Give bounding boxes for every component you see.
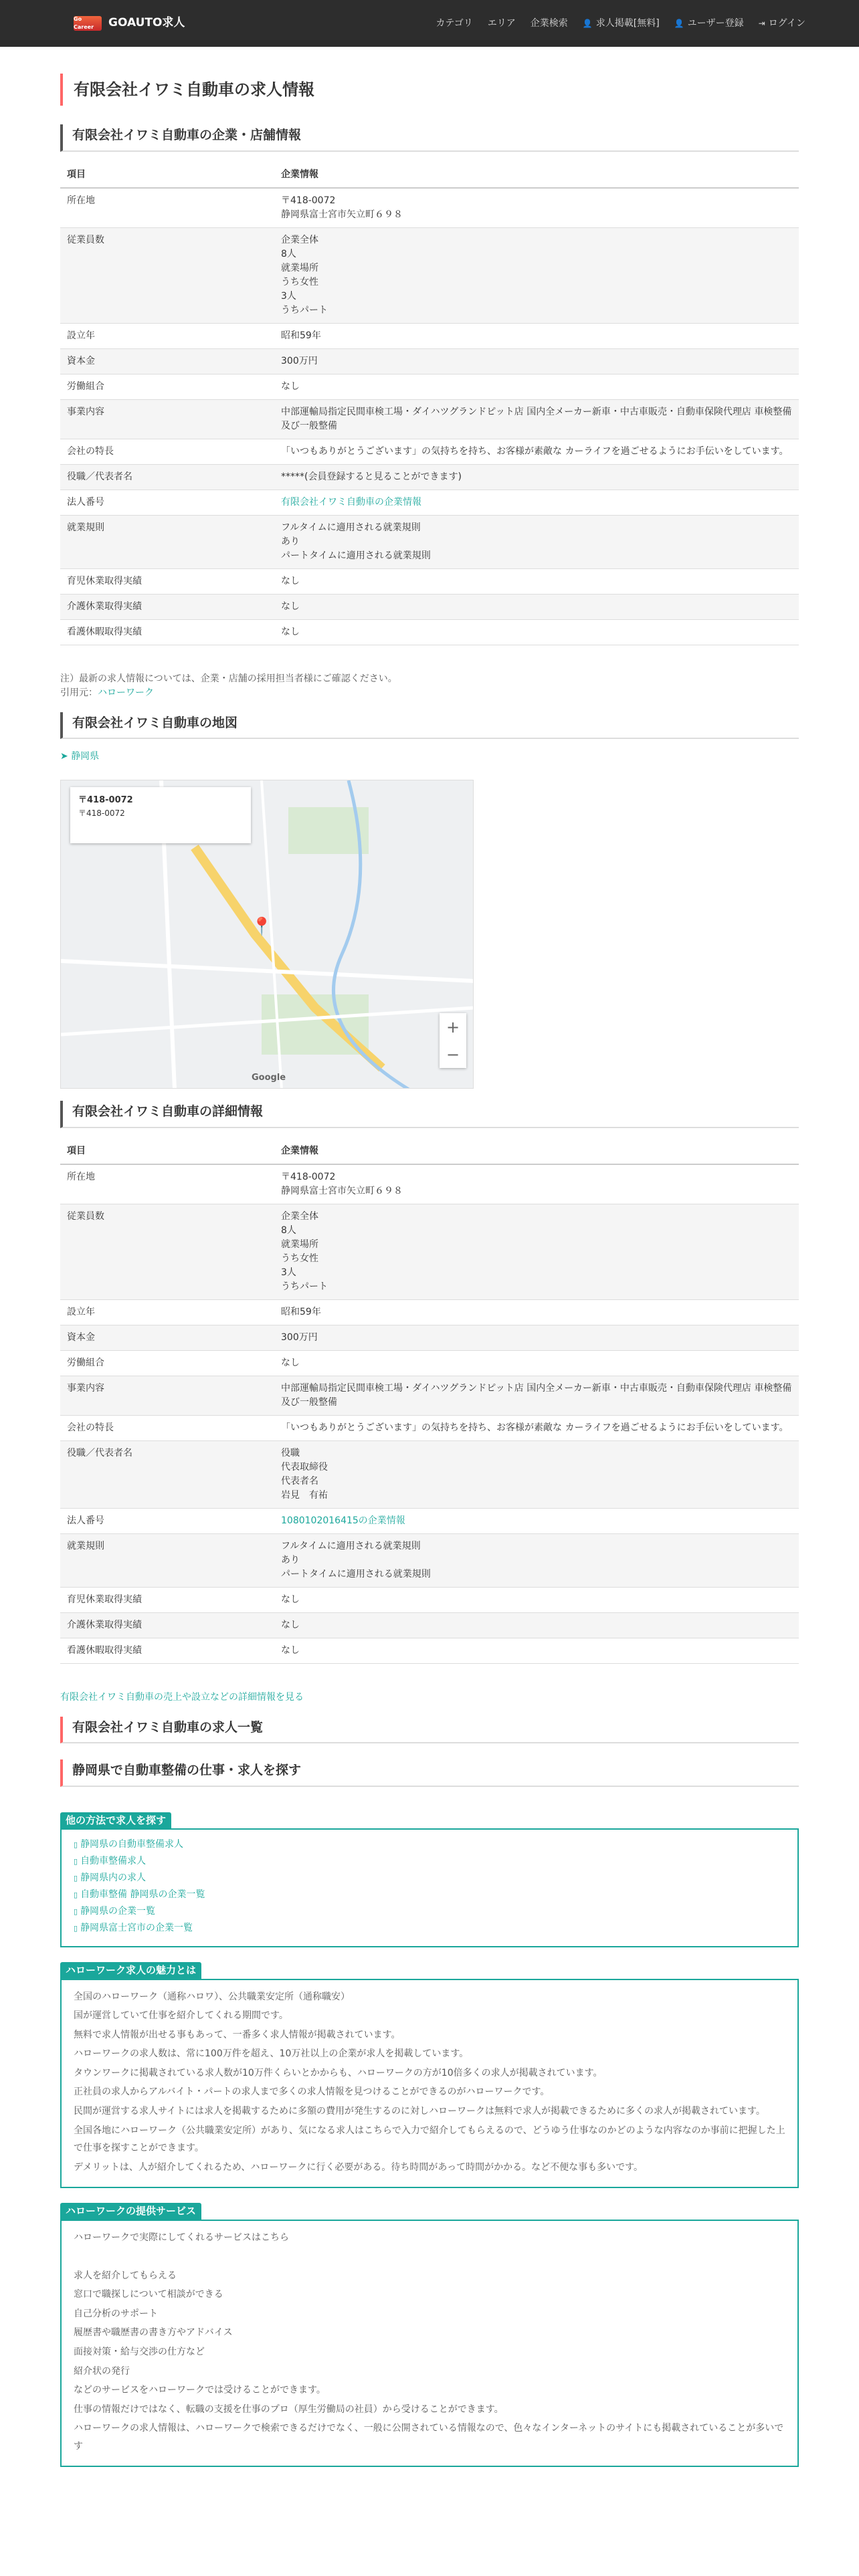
list-item	[74, 1870, 785, 1887]
table-header-row	[60, 1139, 799, 1164]
table-row	[60, 1508, 799, 1533]
row-key: 看護休暇取得実績	[60, 1638, 274, 1663]
row-value: なし	[274, 1350, 799, 1376]
row-key: 会社の特長	[60, 1415, 274, 1440]
table-row	[60, 188, 799, 228]
row-key: 設立年	[60, 323, 274, 348]
search-method-link[interactable]: 静岡県の企業一覧	[80, 1906, 156, 1917]
row-value: *****(会員登録すると見ることができます)	[274, 464, 799, 490]
jobs-list-title: 有限会社イワミ自動車の求人一覧	[60, 1717, 799, 1744]
row-key: 資本金	[60, 348, 274, 374]
source-link[interactable]: ハローワーク	[98, 687, 154, 698]
row-value: なし	[274, 1612, 799, 1638]
table-row	[60, 619, 799, 645]
row-value: 300万円	[274, 1325, 799, 1350]
text-line: 正社員の求人からアルバイト・パートの求人まで多くの求人情報を見つけることができるのがハローワークです。	[74, 2086, 550, 2098]
row-value: なし	[274, 1587, 799, 1612]
col-header-item: 項目	[60, 163, 274, 188]
row-key: 役職／代表者名	[60, 464, 274, 490]
row-key: 就業規則	[60, 1533, 274, 1587]
row-key: 介護休業取得実績	[60, 594, 274, 619]
col-header-item: 項目	[60, 1139, 274, 1164]
row-value: 〒418-0072 静岡県富士宮市矢立町６９８	[274, 1164, 799, 1204]
row-key: 役職／代表者名	[60, 1440, 274, 1508]
google-logo: Google	[252, 1072, 286, 1083]
nav-post-job[interactable]: 👤 求人掲載[無料]	[582, 17, 660, 29]
row-value: 「いつもありがとうございます」の気持ちを持ち、お客様が素敵な カーライフを過ごせるようにお手伝いをしています。	[274, 439, 799, 464]
zoom-out-button[interactable]: −	[446, 1045, 460, 1064]
list-item	[74, 1903, 785, 1920]
table-row	[60, 1299, 799, 1325]
text-line	[74, 2248, 785, 2266]
table-row	[60, 1415, 799, 1440]
list-item	[74, 1920, 785, 1937]
row-key: 介護休業取得実績	[60, 1612, 274, 1638]
table-row	[60, 464, 799, 490]
main-nav	[436, 17, 805, 31]
text-line: 無料で求人情報が出せる事もあって、一番多く求人情報が掲載されています。	[74, 2029, 401, 2040]
table-header-row	[60, 163, 799, 188]
row-key: 法人番号	[60, 1508, 274, 1533]
hellowork-services-label: ハローワークの提供サービス	[60, 2203, 201, 2220]
login-icon: ⇥	[758, 19, 765, 28]
search-jobs-title: 静岡県で自動車整備の仕事・求人を探す	[60, 1759, 799, 1787]
text-line: 全国のハローワーク（通称ハロワ）、公共職業安定所（通称職安）	[74, 1991, 350, 2002]
nav-area[interactable]: エリア	[487, 17, 516, 29]
search-method-link[interactable]: 自動車整備 静岡県の企業一覧	[80, 1889, 205, 1900]
row-key: 所在地	[60, 1164, 274, 1204]
row-value: 企業全体 8人 就業場所 うち女性 3人 うちパート	[274, 1204, 799, 1299]
col-header-info: 企業情報	[274, 163, 799, 188]
table-row	[60, 439, 799, 464]
hellowork-services-body	[60, 2220, 799, 2468]
list-item	[74, 1836, 785, 1853]
table-row	[60, 1440, 799, 1508]
corporate-info-link[interactable]: 1080102016415の企業情報	[281, 1515, 405, 1526]
table-row	[60, 1376, 799, 1415]
user-icon: 👤	[582, 19, 593, 28]
row-value: なし	[274, 619, 799, 645]
source-line	[60, 686, 799, 700]
text-line: 自己分析のサポート	[74, 2308, 158, 2319]
search-method-link[interactable]: 静岡県内の求人	[80, 1872, 147, 1883]
nav-register[interactable]: 👤 ユーザー登録	[674, 17, 744, 29]
text-line: ハローワークで実際にしてくれるサービスはこちら	[74, 2232, 289, 2243]
map-zoom-control	[440, 1013, 466, 1068]
search-method-link[interactable]: 静岡県富士宮市の企業一覧	[80, 1923, 193, 1933]
row-value: なし	[274, 1638, 799, 1663]
text-line: 面接対策・給与交渉の仕方など	[74, 2346, 205, 2357]
table-row	[60, 1533, 799, 1587]
infobox-subtitle: 〒418-0072	[78, 808, 125, 818]
nav-category[interactable]: カテゴリ	[436, 17, 473, 29]
text-line: ハローワークの求人数は、常に100万件を超え、10万社以上の企業が求人を掲載しています。	[74, 2048, 469, 2060]
text-line: 求人を紹介してもらえる	[74, 2270, 177, 2281]
row-key: 労働組合	[60, 374, 274, 399]
text-line: 仕事の情報だけではなく、転職の支援を仕事のプロ（厚生労働局の社員）から受けることができます。	[74, 2403, 504, 2415]
text-line: 民間が運営する求人サイトには求人を掲載するために多額の費用が発生するのに対しハローワークは無料で求人が掲載できるために多くの求人が掲載されています。	[74, 2106, 765, 2117]
text-line: 窓口で職探しについて相談ができる	[74, 2289, 223, 2300]
table-row	[60, 1638, 799, 1663]
list-item	[74, 1853, 785, 1870]
logo-icon: Go Career	[74, 16, 102, 31]
text-line: 全国各地にハローワーク（公共職業安定所）があり、気になる求人はこちらで入力で紹介してもらえるので、どうゆう仕事なのかどのような内容なのか事前に把握した上で仕事を探すことができます。	[74, 2125, 785, 2154]
table-row	[60, 399, 799, 439]
row-key: 事業内容	[60, 1376, 274, 1415]
more-details-link[interactable]: 有限会社イワミ自動車の売上や設立などの詳細情報を見る	[60, 1691, 304, 1703]
detail-info-table	[60, 1139, 799, 1664]
row-value: なし	[274, 374, 799, 399]
col-header-info: 企業情報	[274, 1139, 799, 1164]
page-title: 有限会社イワミ自動車の求人情報	[60, 74, 799, 106]
row-value: 中部運輸局指定民間車検工場・ダイハツグランドピット店 国内全メーカー新車・中古車販売・自動車保険代理店 車検整備及び一般整備	[274, 399, 799, 439]
row-key: 所在地	[60, 188, 274, 228]
text-line: 国が運営していて仕事を紹介してくれる期間です。	[74, 2010, 288, 2022]
user-icon: 👤	[674, 19, 684, 28]
table-row	[60, 568, 799, 594]
row-key: 会社の特長	[60, 439, 274, 464]
table-row	[60, 1325, 799, 1350]
text-line: デメリットは、人が紹介してくれるため、ハローワークに行く必要がある。待ち時間があって時間がかかる。など不便な事も多いです。	[74, 2161, 644, 2173]
table-row	[60, 1164, 799, 1204]
row-value: なし	[274, 594, 799, 619]
row-value: なし	[274, 568, 799, 594]
row-key: 看護休暇取得実績	[60, 619, 274, 645]
infobox-title: 〒418-0072	[78, 795, 133, 805]
corporate-info-link[interactable]: 有限会社イワミ自動車の企業情報	[281, 496, 421, 508]
google-map[interactable]	[60, 780, 474, 1089]
zoom-in-button[interactable]: +	[446, 1017, 460, 1037]
row-key: 就業規則	[60, 515, 274, 568]
table-row	[60, 490, 799, 515]
row-value: 企業全体 8人 就業場所 うち女性 3人 うちパート	[274, 227, 799, 323]
main-content	[60, 47, 799, 2467]
text-line: 紹介状の発行	[74, 2365, 130, 2377]
row-value: フルタイムに適用される就業規則 あり パートタイムに適用される就業規則	[274, 515, 799, 568]
search-method-link[interactable]: 静岡県の自動車整備求人	[80, 1839, 184, 1850]
row-value: フルタイムに適用される就業規則 あり パートタイムに適用される就業規則	[274, 1533, 799, 1587]
map-infobox	[70, 787, 251, 843]
map-pin-icon[interactable]: 📍	[251, 917, 273, 937]
text-line: タウンワークに掲載されている求人数が10万件くらいとかからも、ハローワークの方が10倍多くの求人が掲載されています。	[74, 2067, 603, 2078]
row-value	[274, 490, 799, 515]
row-key: 従業員数	[60, 1204, 274, 1299]
hellowork-appeal-body	[60, 1979, 799, 2189]
row-value: 300万円	[274, 348, 799, 374]
table-row	[60, 1350, 799, 1376]
location-arrow-icon: ➤	[60, 751, 72, 762]
row-value: 役職 代表取締役 代表者名 岩見 有祐	[274, 1440, 799, 1508]
map-section-title: 有限会社イワミ自動車の地図	[60, 712, 799, 740]
other-methods-list	[74, 1836, 785, 1937]
row-key: 育児休業取得実績	[60, 568, 274, 594]
table-row	[60, 323, 799, 348]
other-methods-label: 他の方法で求人を探す	[60, 1812, 171, 1829]
row-key: 従業員数	[60, 227, 274, 323]
hellowork-appeal-panel	[60, 1947, 799, 2188]
hellowork-services-panel	[60, 2188, 799, 2467]
company-section-title: 有限会社イワミ自動車の企業・店舗情報	[60, 124, 799, 152]
table-row	[60, 515, 799, 568]
source-label: 引用元：	[60, 687, 98, 698]
list-item	[74, 1887, 785, 1903]
text-line: 履歴書や職歴書の書き方やアドバイス	[74, 2327, 233, 2339]
row-key: 育児休業取得実績	[60, 1587, 274, 1612]
row-value	[274, 1508, 799, 1533]
company-info-table	[60, 163, 799, 645]
hellowork-appeal-label: ハローワーク求人の魅力とは	[60, 1962, 201, 1979]
text-line: などのサービスをハローワークでは受けることができます。	[74, 2385, 326, 2396]
text-line: ハローワークの求人情報は、ハローワークで検索できるだけでなく、一般に公開されている情報なので、色々なインターネットのサイトにも掲載されていることが多いです	[74, 2423, 784, 2452]
table-row	[60, 374, 799, 399]
row-key: 資本金	[60, 1325, 274, 1350]
nav-company-search[interactable]: 企業検索	[530, 17, 568, 29]
row-value: 中部運輸局指定民間車検工場・ダイハツグランドピット店 国内全メーカー新車・中古車販売・自動車保険代理店 車検整備及び一般整備	[274, 1376, 799, 1415]
row-value: 昭和59年	[274, 1299, 799, 1325]
location-link[interactable]: ➤ 静岡県	[60, 751, 100, 762]
other-methods-panel	[60, 1798, 799, 1948]
row-key: 労働組合	[60, 1350, 274, 1376]
disclaimer-note: 注）最新の求人情報については、企業・店舗の採用担当者様にご確認ください。	[60, 673, 397, 684]
table-row	[60, 1612, 799, 1638]
detail-section-title: 有限会社イワミ自動車の詳細情報	[60, 1101, 799, 1128]
table-row	[60, 227, 799, 323]
row-key: 法人番号	[60, 490, 274, 515]
row-value: 「いつもありがとうございます」の気持ちを持ち、お客様が素敵な カーライフを過ごせるようにお手伝いをしています。	[274, 1415, 799, 1440]
row-value: 〒418-0072 静岡県富士宮市矢立町６９８	[274, 188, 799, 228]
row-key: 事業内容	[60, 399, 274, 439]
row-key: 設立年	[60, 1299, 274, 1325]
table-row	[60, 1204, 799, 1299]
table-row	[60, 348, 799, 374]
table-row	[60, 594, 799, 619]
nav-login[interactable]: ⇥ ログイン	[758, 17, 805, 29]
row-value: 昭和59年	[274, 323, 799, 348]
search-method-link[interactable]: 自動車整備求人	[80, 1856, 147, 1866]
table-row	[60, 1587, 799, 1612]
brand[interactable]	[74, 15, 185, 32]
top-navbar	[0, 0, 859, 47]
brand-name: GOAUTO求人	[108, 16, 185, 30]
